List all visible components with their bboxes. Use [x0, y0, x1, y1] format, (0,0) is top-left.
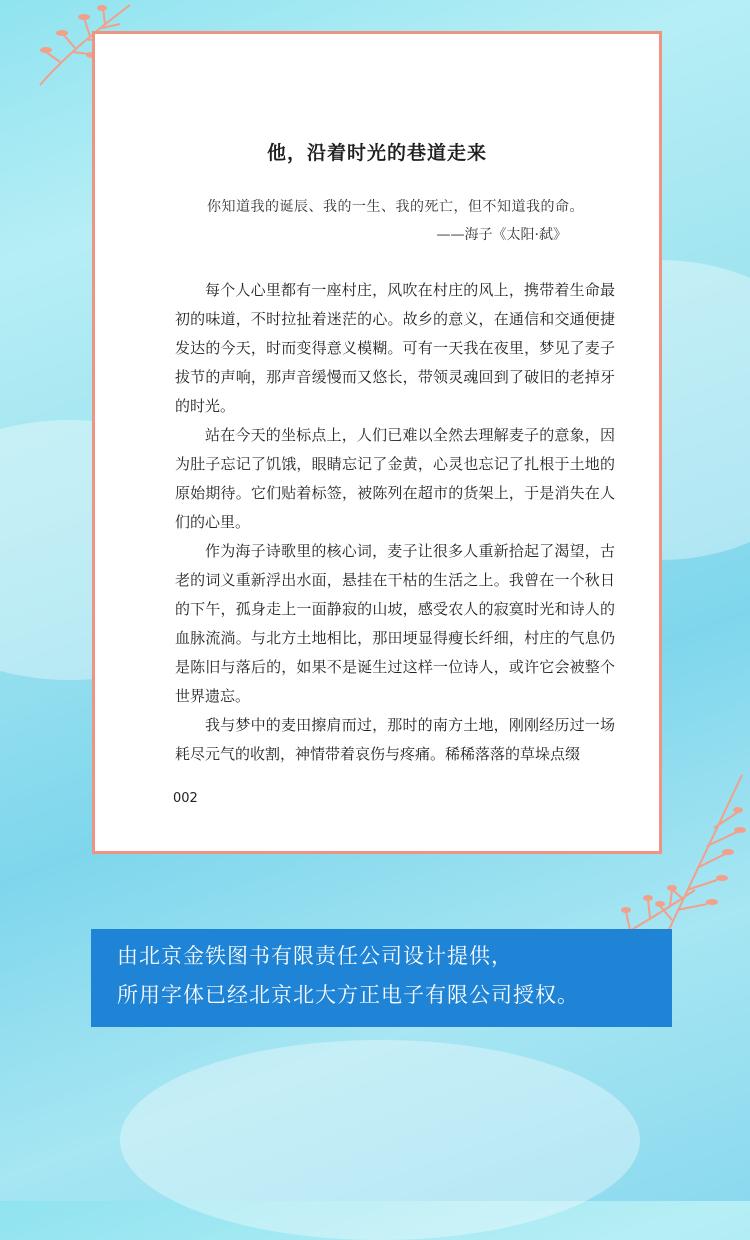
epigraph-source: ——海子《太阳·弑》 — [436, 227, 567, 243]
book-page — [92, 31, 662, 854]
credit-line: 所用字体已经北京北大方正电子有限公司授权。 — [117, 983, 579, 1007]
chapter-title: 他，沿着时光的巷道走来 — [266, 142, 487, 164]
body-text — [175, 276, 615, 769]
credit-banner — [91, 929, 672, 1027]
credit-line: 由北京金铁图书有限责任公司设计提供， — [117, 944, 513, 968]
page-number: 002 — [173, 791, 198, 806]
paragraph: 每个人心里都有一座村庄，风吹在村庄的风上，携带着生命最初的味道，不时拉扯着迷茫的心。故乡的意义，在通信和交通便捷发达的今天，时而变得意义模糊。可有一天我在夜里，梦见了麦子拔节的声响，那声音缓慢而又悠长，带领灵魂回到了破旧的老掉牙的时光。 — [175, 281, 615, 415]
epigraph-quote: 你知道我的诞辰、我的一生、我的死亡，但不知道我的命。 — [207, 199, 584, 215]
paragraph: 我与梦中的麦田擦肩而过，那时的南方土地，刚刚经历过一场耗尽元气的收割，神情带着哀伤与疼痛。稀稀落落的草垛点缀 — [175, 716, 615, 763]
background-wash — [120, 1040, 640, 1240]
paragraph: 作为海子诗歌里的核心词，麦子让很多人重新拾起了渴望，古老的词义重新浮出水面，悬挂在干枯的生活之上。我曾在一个秋日的下午，孤身走上一面静寂的山坡，感受农人的寂寞时光和诗人的血脉流淌。与北方土地相比，那田埂显得瘦长纤细，村庄的气息仍是陈旧与落后的，如果不是诞生过这样一位诗人，或许它会被整个世界遗忘。 — [175, 542, 615, 705]
paragraph: 站在今天的坐标点上，人们已难以全然去理解麦子的意象，因为肚子忘记了饥饿，眼睛忘记了金黄，心灵也忘记了扎根于土地的原始期待。它们贴着标签，被陈列在超市的货架上，于是消失在人们的心里。 — [175, 426, 615, 531]
